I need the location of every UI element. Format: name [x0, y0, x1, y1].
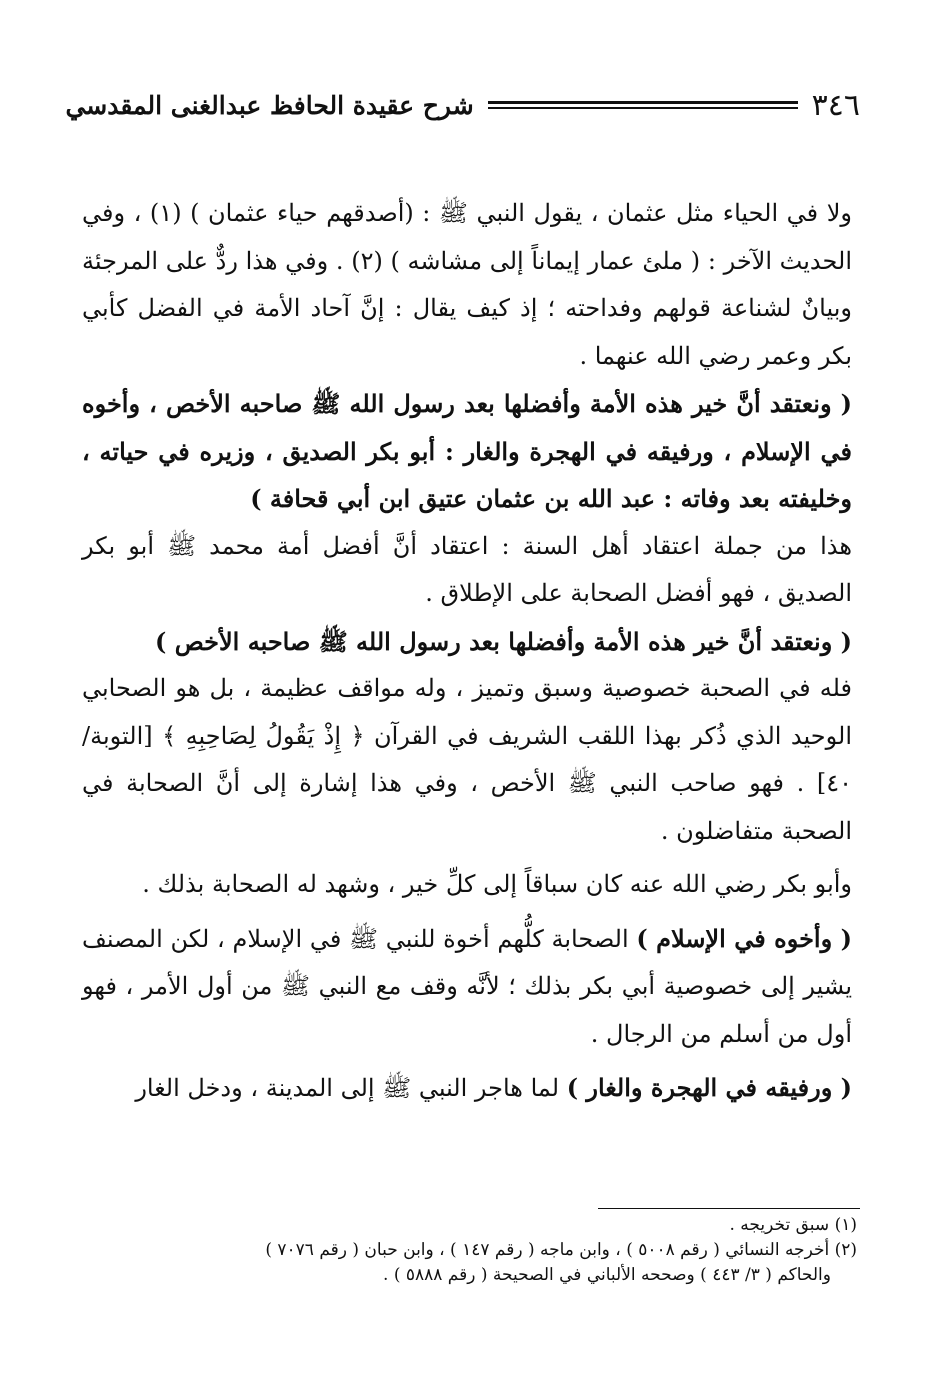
text-line: وأخوه في الإسلام ، ورفيقه في الهجرة والغار : أبو بكر الصديق ، وزيره في — [82, 389, 852, 466]
text-line: وبيانٌ لشناعة قولهم وفداحته ؛ إذ كيف يقال : إنَّ آحاد الأمة في الفضل كأبي — [82, 294, 852, 322]
paragraph-4 — [82, 861, 852, 909]
matn-paragraph-2 — [82, 618, 852, 666]
text-line: الصحابة كلُّهم أخوة للنبي ﷺ في الإسلام ، لكن — [170, 924, 637, 953]
header-rule — [488, 101, 798, 109]
text-line: الحديث الآخر : ( ملئ عمار إيماناً إلى مشاشه ) (٢) . وفي هذا ردٌّ على المرجئة — [82, 246, 852, 275]
text-line: ( ونعتقد أنَّ خير هذه الأمة وأفضلها بعد رسول الله ﷺ صاحبه الأخص ) — [155, 626, 852, 656]
text-line: الوحيد الذي ذُكر بهذا اللقب الشريف في القرآن ﴿ إِذْ يَقُولُ لِصَاحِبِهِ ﴾ — [162, 721, 852, 750]
book-title: شرح عقيدة الحافظ عبدالغنى المقدسي — [65, 90, 474, 120]
text-line: بذلك . — [142, 870, 205, 898]
paragraph-3 — [82, 665, 852, 855]
text-line: في الصحبة متفاضلون . — [82, 769, 852, 845]
text-line: ولا في الحياء مثل عثمان ، يقول النبي ﷺ : (أصدقهم حياء عثمان ) (١) ، وفي — [82, 199, 852, 227]
page-number: ٣٤٦ — [811, 87, 860, 123]
lead-phrase: ( وأخوه في الإسلام ) — [636, 923, 852, 953]
text-line: هذا من جملة اعتقاد أهل السنة : اعتقاد أنَّ أفضل أمة محمد ﷺ أبو بكر — [82, 531, 852, 560]
text-line: لما هاجر النبي ﷺ إلى المدينة ، ودخل الغار — [135, 1074, 567, 1102]
footnote-2: (٢) أخرجه النسائي ( رقم ٥٠٠٨ ) ، وابن ماجه ( رقم ١٤٧ ) ، وابن حبان ( رقم ٧٠٧٦ ) — [265, 1240, 857, 1260]
page-header — [60, 80, 860, 130]
paragraph-6 — [82, 1064, 852, 1113]
footnote-2-continued: والحاكم ( ٣/ ٤٤٣ ) وصححه الألباني في الصحيحة ( رقم ٥٨٨٨ ) . — [383, 1265, 831, 1285]
footnotes — [82, 1213, 857, 1288]
lead-phrase: ( ورفيقه في الهجرة والغار ) — [566, 1073, 852, 1102]
paragraph-5 — [82, 915, 852, 1059]
text-line: [التوبة/ ٤٠] . فهو صاحب النبي ﷺ الأخص ، وفي هذا إشارة إلى أنَّ الصحابة — [82, 721, 852, 797]
matn-paragraph-1 — [82, 380, 852, 523]
footnote-rule — [598, 1208, 860, 1209]
text-line: ( ونعتقد أنَّ خير هذه الأمة وأفضلها بعد رسول الله ﷺ صاحبه الأخص ، — [149, 389, 853, 418]
paragraph-1 — [82, 190, 852, 380]
paragraph-2 — [82, 523, 852, 618]
text-line: المصنف يشير إلى خصوصية أبي بكر بذلك ؛ لأنَّه وقف مع النبي ﷺ من أول — [82, 924, 852, 1000]
text-line: حياته ، وخليفته بعد وفاته : عبد الله بن عثمان عتيق ابن أبي قحافة ) — [82, 436, 852, 513]
text-line: الأمر ، فهو أول من أسلم من الرجال . — [82, 972, 852, 1048]
text-line: وأبو بكر رضي الله عنه كان سباقاً إلى كلِّ خير ، وشهد له الصحابة — [211, 870, 852, 898]
text-line: بكر وعمر رضي الله عنهما . — [579, 341, 852, 370]
body-text — [82, 190, 852, 1113]
footnote-1: (١) سبق تخريجه . — [729, 1215, 857, 1235]
text-line: الصديق ، فهو أفضل الصحابة على الإطلاق . — [425, 579, 852, 607]
text-line: فله في الصحبة خصوصية وسبق وتميز ، وله مواقف عظيمة ، بل هو الصحابي — [82, 674, 852, 702]
